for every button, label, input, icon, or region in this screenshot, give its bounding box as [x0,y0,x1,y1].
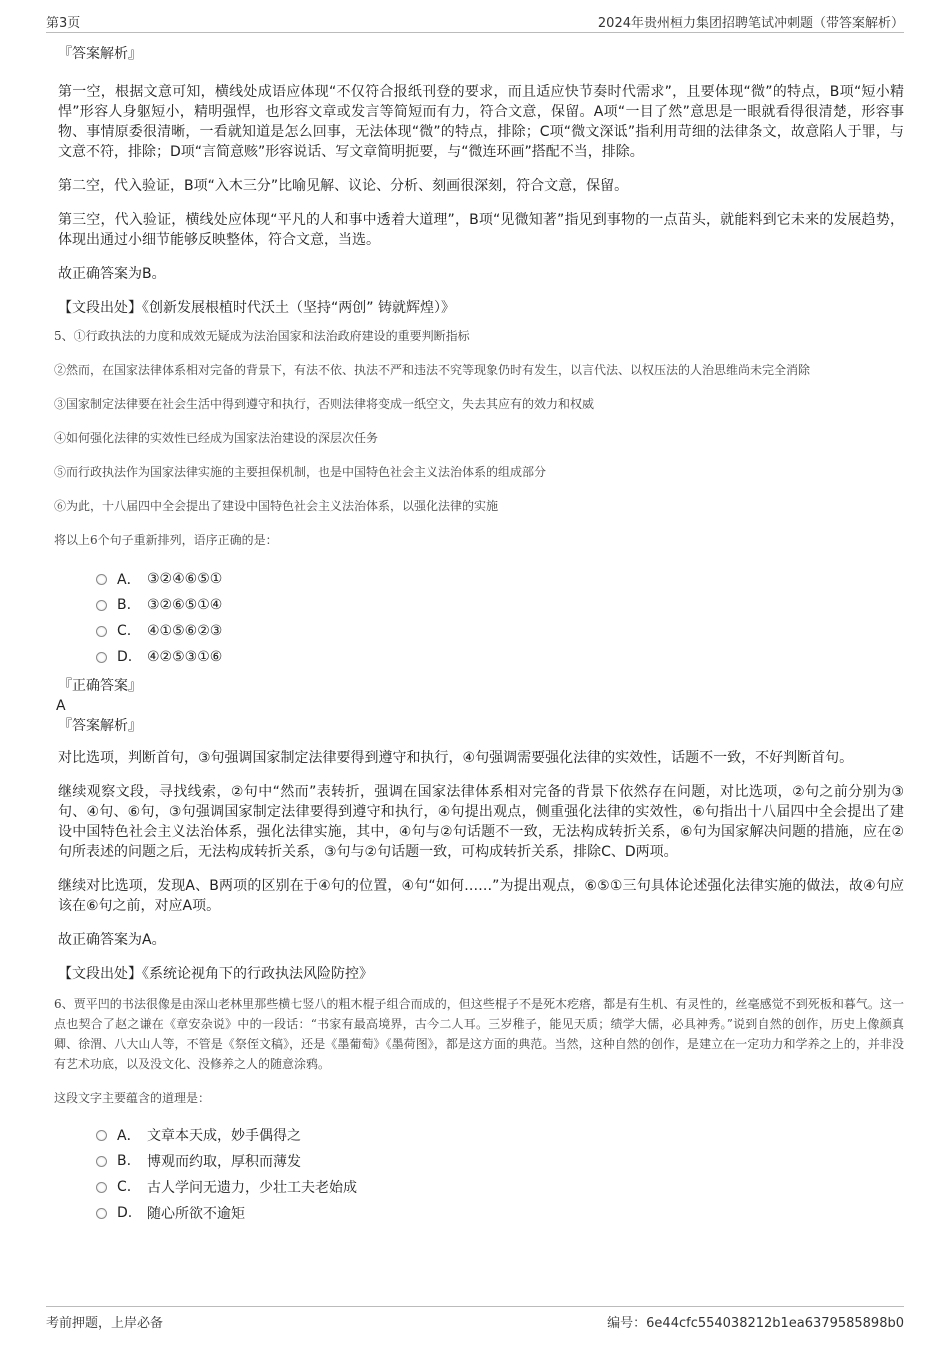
page-number: 第3页 [46,16,81,31]
analysis-paragraph: 对比选项，判断首句，③句强调国家制定法律要得到遵守和执行，④句强调需要强化法律的实效性，话题不一致，不好判断首句。 [58,750,854,766]
option-d[interactable]: D. ④②⑤③①⑥ [96,644,904,670]
footer-slogan: 考前押题，上岸必备 [46,1316,164,1331]
question-6-options [96,1122,904,1226]
question-5-sentence: ③国家制定法律要在社会生活中得到遵守和执行，否则法律将变成一纸空文，失去其应有的效力和权威 [54,397,595,411]
radio-icon[interactable] [96,652,107,663]
text-source: 【文段出处】《系统论视角下的行政执法风险防控》 [58,966,373,982]
option-c[interactable]: C. 古人学问无遗力，少壮工夫老始成 [96,1174,904,1200]
radio-icon[interactable] [96,574,107,585]
analysis-paragraph: 故正确答案为A。 [58,932,166,948]
option-a[interactable]: A． 文章本天成，妙手偶得之 [96,1122,904,1148]
option-b[interactable]: B. 博观而约取，厚积而薄发 [96,1148,904,1174]
correct-answer-value: A [56,698,66,714]
radio-icon[interactable] [96,1156,107,1167]
option-c[interactable]: C. ④①⑤⑥②③ [96,618,904,644]
question-5-sentence: ⑥为此，十八届四中全会提出了建设中国特色社会主义法治体系，以强化法律的实施 [54,499,499,513]
option-d[interactable]: D. 随心所欲不逾矩 [96,1200,904,1226]
analysis-paragraph: 继续观察文段，寻找线索，②句中“然而”表转折，强调在国家法律体系相对完备的背景下依然存在问题，对比选项，②句之前分别为③句、④句、⑥句，③句强调国家制定法律要得到遵守和执行，④句提出观点，侧重强化法律的实效性，⑥句指出十八届四中全会提出了建设中国特色社会主义法治体系，强化法律实施，其中，④句与②句话题不一致，无法构成转折关系，⑥句为国家解决问题的措施，应在②句所表述的问题之后，无法构成转折关系，③句与②句话题一致，可构成转折关系，排除C、D两项。 [58,784,904,860]
analysis-label: 『答案解析』 [58,46,142,62]
correct-answer-label: 『正确答案』 [58,678,142,694]
question-5-prompt: 将以上6个句子重新排列，语序正确的是： [54,533,278,547]
page-footer [46,1306,904,1331]
analysis-paragraph: 第三空，代入验证，横线处应体现“平凡的人和事中透着大道理”，B项“见微知著”指见到事物的一点苗头，就能料到它未来的发展趋势，体现出通过小细节能够反映整体，符合文意，当选。 [58,212,904,248]
option-a[interactable]: A． ③②④⑥⑤① [96,566,904,592]
document-body [46,44,904,1232]
analysis-label: 『答案解析』 [58,718,142,734]
question-5-sentence: ⑤而行政执法作为国家法律实施的主要担保机制，也是中国特色社会主义法治体系的组成部分 [54,465,547,479]
question-5-sentence: ④如何强化法律的实效性已经成为国家法治建设的深层次任务 [54,431,379,445]
question-5-options [96,566,904,670]
page-header [46,10,904,33]
radio-icon[interactable] [96,626,107,637]
analysis-paragraph: 继续对比选项，发现A、B两项的区别在于④句的位置，④句“如何……”为提出观点，⑥⑤①三句具体论述强化法律实施的做法，故④句应该在⑥句之前，对应A项。 [58,878,904,914]
document-title: 2024年贵州桓力集团招聘笔试冲刺题（带答案解析） [597,16,904,31]
option-b[interactable]: B. ③②⑥⑤①④ [96,592,904,618]
question-6-stem: 6、贾平凹的书法很像是由深山老林里那些横七竖八的粗木棍子组合而成的，但这些棍子不是死木疙瘩，都是有生机、有灵性的，丝毫感觉不到死板和暮气。这一点也契合了赵之谦在《章安杂说》中的一段话：“书家有最高境界，古今二人耳。三岁稚子，能见天质；绩学大儒，必具神秀。”说到自然的创作，历史上像颜真卿、徐渭、八大山人等，不管是《祭侄文稿》，还是《墨葡萄》《墨荷图》，都是这方面的典范。当然，这种自然的创作，是建立在一定功力和学养之上的，并非没有艺术功底，以及没文化、没修养之人的随意涂鸦。 [54,997,904,1071]
text-source: 【文段出处】《创新发展根植时代沃土（坚持“两创” 铸就辉煌）》 [58,300,455,316]
question-5-sentence: ②然而，在国家法律体系相对完备的背景下，有法不依、执法不严和违法不究等现象仍时有发生，以言代法、以权压法的人治思维尚未完全消除 [54,363,811,377]
analysis-paragraph: 故正确答案为B。 [58,266,166,282]
radio-icon[interactable] [96,600,107,611]
analysis-paragraph: 第二空，代入验证，B项“入木三分”比喻见解、议论、分析、刻画很深刻，符合文意，保留。 [58,178,629,194]
radio-icon[interactable] [96,1208,107,1219]
document-code: 编号：6e44cfc554038212b1ea6379585898b0 [607,1316,904,1331]
radio-icon[interactable] [96,1182,107,1193]
question-6-prompt: 这段文字主要蕴含的道理是： [54,1091,211,1105]
analysis-paragraph: 第一空，根据文意可知，横线处成语应体现“不仅符合报纸刊登的要求，而且适应快节奏时代需求”，且要体现“微”的特点，B项“短小精悍”形容人身躯短小，精明强悍，也形容文章或发言等简短而有力，符合文意，保留。A项“一目了然”意思是一眼就看得很清楚，形容事物、事情原委很清晰，一看就知道是怎么回事，无法体现“微”的特点，排除；C项“微文深诋”指利用苛细的法律条文，故意陷人于罪，与文意不符，排除；D项“言简意赅”形容说话、写文章简明扼要，与“微连环画”搭配不当，排除。 [58,84,904,160]
question-5-stem: 5、①行政执法的力度和成效无疑成为法治国家和法治政府建设的重要判断指标 [54,329,470,343]
radio-icon[interactable] [96,1130,107,1141]
